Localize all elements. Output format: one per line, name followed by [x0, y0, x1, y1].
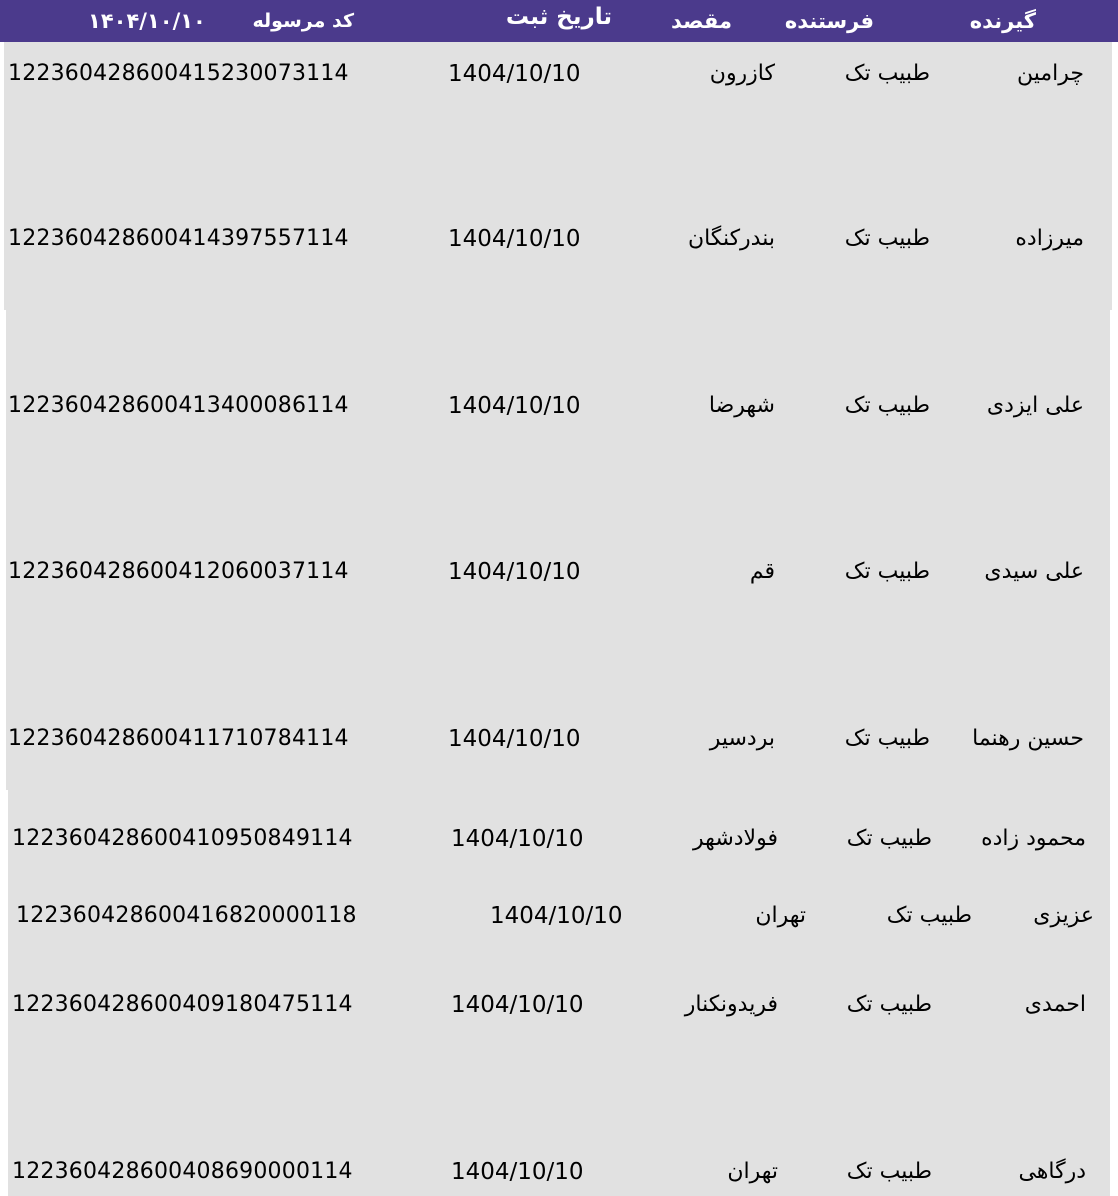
table-row: [0, 552, 1118, 592]
table-row: [0, 985, 1118, 1025]
shipment-code: 122360428600408690000114: [12, 1159, 353, 1184]
registration-date: 1404/10/10: [448, 559, 581, 585]
table-row: [0, 219, 1118, 259]
destination: قم: [749, 559, 775, 584]
table-row: [0, 896, 1118, 936]
header-destination: مقصد: [671, 9, 732, 33]
destination: فولادشهر: [693, 826, 778, 851]
destination: فریدونکنار: [684, 992, 778, 1017]
sender: طبیب تک: [846, 826, 932, 851]
destination: بردسیر: [709, 726, 775, 751]
receiver: حسین رهنما: [972, 726, 1084, 751]
registration-date: 1404/10/10: [451, 992, 584, 1018]
destination: تهران: [727, 1159, 778, 1184]
shipment-code: 122360428600416820000118: [16, 903, 357, 928]
shipment-code: 122360428600413400086114: [8, 393, 349, 418]
table-row: [0, 386, 1118, 426]
table-row: [0, 54, 1118, 94]
registration-date: 1404/10/10: [451, 1159, 584, 1185]
sender: طبیب تک: [844, 559, 930, 584]
receiver: محمود زاده: [981, 826, 1086, 851]
shipment-code: 122360428600411710784114: [8, 726, 349, 751]
row-background: [6, 310, 1110, 790]
registration-date: 1404/10/10: [448, 393, 581, 419]
destination: کازرون: [709, 61, 775, 86]
sender: طبیب تک: [886, 903, 972, 928]
shipment-code: 122360428600409180475114: [12, 992, 353, 1017]
receiver: علی سیدی: [984, 559, 1084, 584]
shipment-code: 122360428600414397557114: [8, 226, 349, 251]
sender: طبیب تک: [844, 61, 930, 86]
receiver: علی ایزدی: [986, 393, 1084, 418]
registration-date: 1404/10/10: [448, 726, 581, 752]
table-row: [0, 819, 1118, 859]
header-receiver: گیرنده: [969, 9, 1036, 33]
sender: طبیب تک: [846, 1159, 932, 1184]
sender: طبیب تک: [844, 393, 930, 418]
receiver: میرزاده: [1015, 226, 1084, 251]
registration-date: 1404/10/10: [490, 903, 623, 929]
receiver: درگاهی: [1018, 1159, 1086, 1184]
receiver: چرامین: [1016, 61, 1084, 86]
shipment-code: 122360428600412060037114: [8, 559, 349, 584]
header-day-stamp: ۱۴۰۴/۱۰/۱۰: [88, 9, 206, 33]
sender: طبیب تک: [844, 226, 930, 251]
shipment-code: 122360428600415230073114: [8, 61, 349, 86]
table-row: [0, 719, 1118, 759]
header-code: کد مرسوله: [252, 10, 354, 32]
header-date: تاریخ ثبت: [505, 4, 612, 30]
registration-date: 1404/10/10: [448, 61, 581, 87]
shipment-code: 122360428600410950849114: [12, 826, 353, 851]
sender: طبیب تک: [844, 726, 930, 751]
destination: تهران: [755, 903, 806, 928]
receiver: احمدی: [1024, 992, 1086, 1017]
sender: طبیب تک: [846, 992, 932, 1017]
header-sender: فرستنده: [784, 9, 874, 33]
table-header: [0, 0, 1118, 42]
registration-date: 1404/10/10: [451, 826, 584, 852]
table-row: [0, 1152, 1118, 1192]
destination: بندرکنگان: [687, 226, 775, 251]
receiver: عزیزی: [1033, 903, 1094, 928]
destination: شهرضا: [708, 393, 775, 418]
registration-date: 1404/10/10: [448, 226, 581, 252]
